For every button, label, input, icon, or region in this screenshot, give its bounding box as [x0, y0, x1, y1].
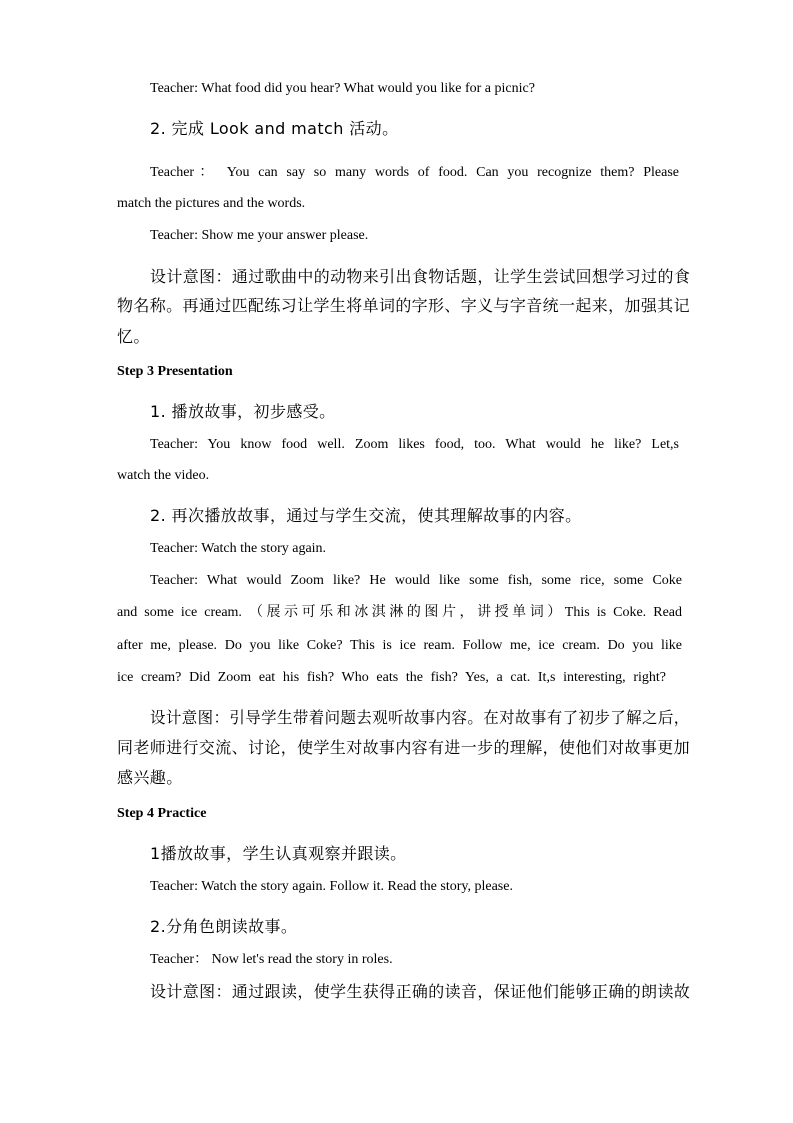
text-line: Teacher: You know food well. Zoom likes food, too. What would he like? Let,s [150, 437, 679, 452]
text-line: match the pictures and the words. [117, 196, 306, 211]
text-line: Teacher: What would Zoom like? He would like some fish, some rice, some Coke [150, 573, 682, 588]
text-line: and some ice cream. （展示可乐和冰淇淋的图片，讲授单词）This is Coke. Read [117, 605, 682, 620]
text-line: 1. 播放故事，初步感受。 [150, 402, 336, 421]
text-line: watch the video. [117, 468, 210, 483]
text-line: Teacher： Now let's read the story in roles. [150, 952, 393, 967]
section-heading: Step 3 Presentation [117, 364, 233, 379]
text-line: 感兴趣。 [117, 768, 183, 787]
text-line: 设计意图：引导学生带着问题去观听故事内容。在对故事有了初步了解之后， [150, 708, 690, 727]
section-heading: Step 4 Practice [117, 806, 207, 821]
text-line: 设计意图：通过跟读，使学生获得正确的读音，保证他们能够正确的朗读故 [150, 982, 691, 1001]
text-line: Teacher: Watch the story again. [150, 541, 327, 556]
text-line: after me, please. Do you like Coke? This is ice ream. Follow me, ice cream. Do you like [117, 638, 682, 653]
text-line: 1播放故事，学生认真观察并跟读。 [150, 844, 407, 863]
text-line: 2. 完成 Look and match 活动。 [150, 119, 399, 138]
text-line: 2.分角色朗读故事。 [150, 917, 298, 936]
text-line: 设计意图：通过歌曲中的动物来引出食物话题，让学生尝试回想学习过的食 [150, 267, 691, 286]
text-line: Teacher： You can say so many words of food. Can you recognize them? Please [150, 165, 679, 180]
text-line: ice cream? Did Zoom eat his fish? Who eats the fish? Yes, a cat. It,s interesting, right? [117, 670, 666, 685]
text-line: Teacher: Show me your answer please. [150, 228, 369, 243]
text-line: 物名称。再通过匹配练习让学生将单词的字形、字义与字音统一起来，加强其记 [117, 296, 691, 315]
text-line: Teacher: Watch the story again. Follow it. Read the story, please. [150, 879, 513, 894]
text-line: 同老师进行交流、讨论，使学生对故事内容有进一步的理解，使他们对故事更加 [117, 738, 691, 757]
text-line: Teacher: What food did you hear? What would you like for a picnic? [150, 81, 535, 96]
text-line: 2. 再次播放故事，通过与学生交流，使其理解故事的内容。 [150, 506, 582, 525]
text-line: 忆。 [117, 327, 150, 346]
